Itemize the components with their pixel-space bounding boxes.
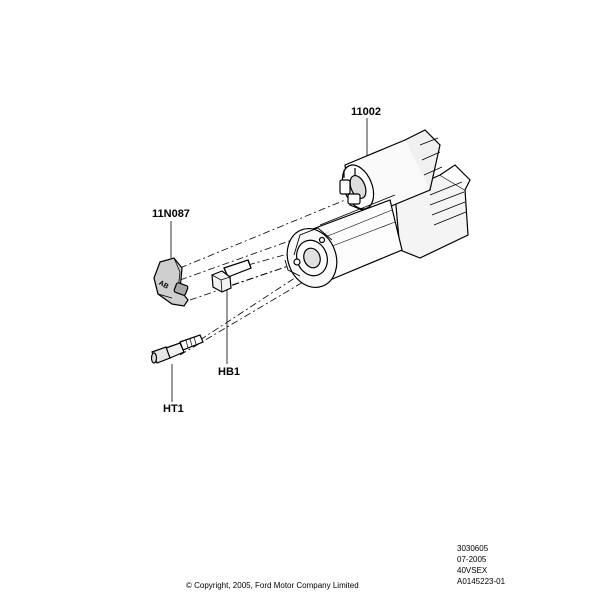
reference-line-3: 40VSEX [457,566,488,575]
reference-line-2: 07-2005 [457,555,487,564]
callout-bolt-ht1: HT1 [163,403,184,415]
hex-bolt-icon [212,260,251,292]
reference-line-1: 3030605 [457,544,489,553]
connector-marking: AB [157,279,170,291]
callout-connector: 11N087 [152,208,190,220]
callout-starter-motor: 11002 [351,106,381,118]
copyright-notice: © Copyright, 2005, Ford Motor Company Limited [186,581,359,590]
electrical-connector-icon [154,258,188,306]
callout-bolt-hb1: HB1 [218,366,241,378]
stud-bolt-icon [152,335,204,363]
reference-block [457,543,505,587]
reference-line-4: A0145223-01 [457,577,506,586]
starter-motor-icon [279,130,470,294]
